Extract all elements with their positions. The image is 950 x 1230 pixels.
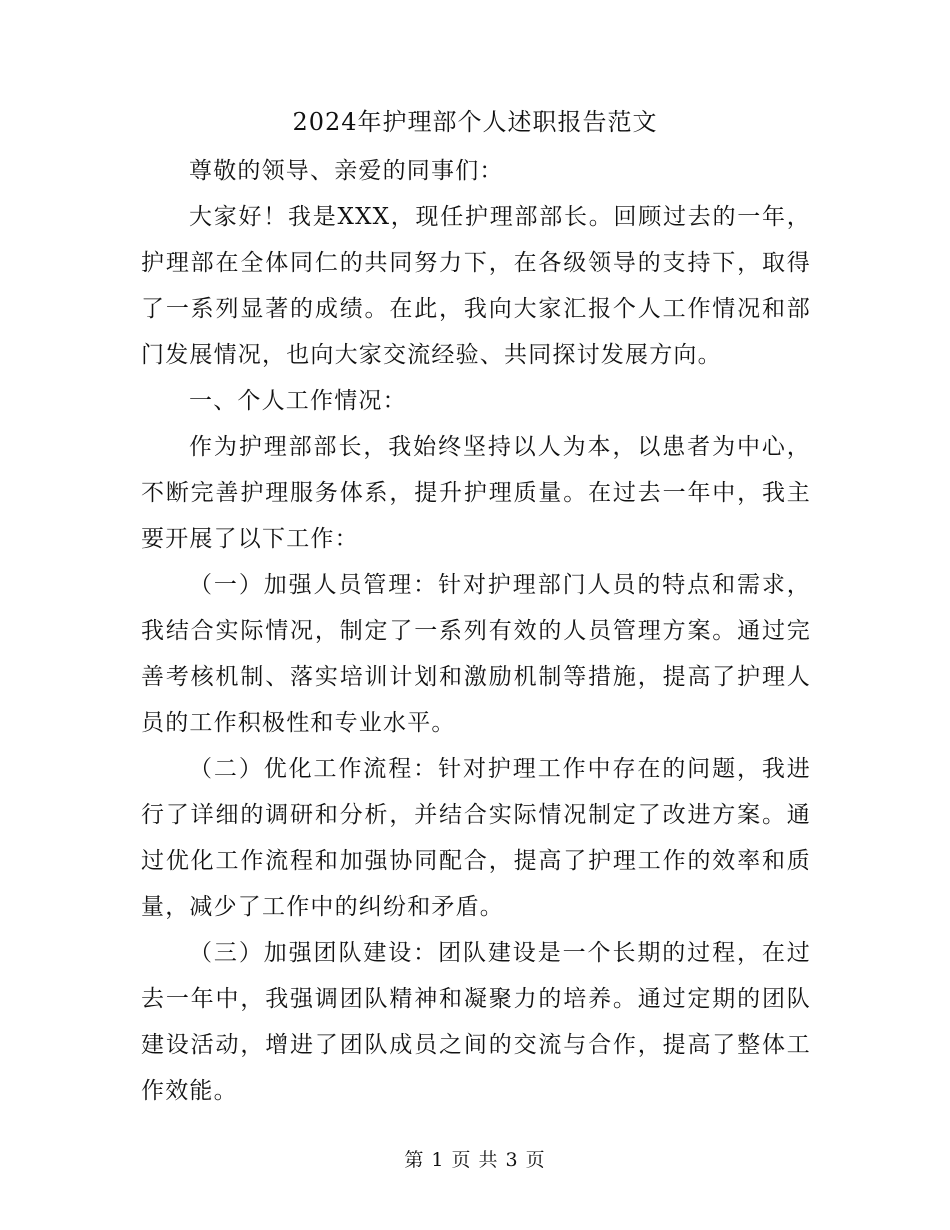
page-number-footer: 第 1 页 共 3 页	[404, 1149, 546, 1171]
team-building-paragraph: （三）加强团队建设：团队建设是一个长期的过程，在过去一年中，我强调团队精神和凝聚力的培养。通过定期的团队建设活动，增进了团队成员之间的交流与合作，提高了整体工作效能。	[141, 940, 811, 1104]
salutation-paragraph: 尊敬的领导、亲爱的同事们：	[189, 158, 504, 184]
intro-paragraph: 大家好！我是XXX，现任护理部部长。回顾过去的一年，护理部在全体同仁的共同努力下，在各级领导的支持下，取得了一系列显著的成绩。在此，我向大家汇报个人工作情况和部门发展情况，也向大家交流经验、共同探讨发展方向。	[141, 204, 811, 368]
workflow-paragraph: （二）优化工作流程：针对护理工作中存在的问题，我进行了详细的调研和分析，并结合实际情况制定了改进方案。通过优化工作流程和加强协同配合，提高了护理工作的效率和质量，减少了工作中的纠纷和矛盾。	[141, 756, 811, 920]
document-body	[141, 148, 811, 1114]
work-summary-paragraph: 作为护理部部长，我始终坚持以人为本，以患者为中心，不断完善护理服务体系，提升护理质量。在过去一年中，我主要开展了以下工作：	[141, 434, 811, 552]
document-title: 2024年护理部个人述职报告范文	[292, 108, 658, 136]
section-heading: 一、个人工作情况：	[189, 388, 407, 414]
staff-management-paragraph: （一）加强人员管理：针对护理部门人员的特点和需求，我结合实际情况，制定了一系列有效的人员管理方案。通过完善考核机制、落实培训计划和激励机制等措施，提高了护理人员的工作积极性和专业水平。	[141, 572, 811, 736]
